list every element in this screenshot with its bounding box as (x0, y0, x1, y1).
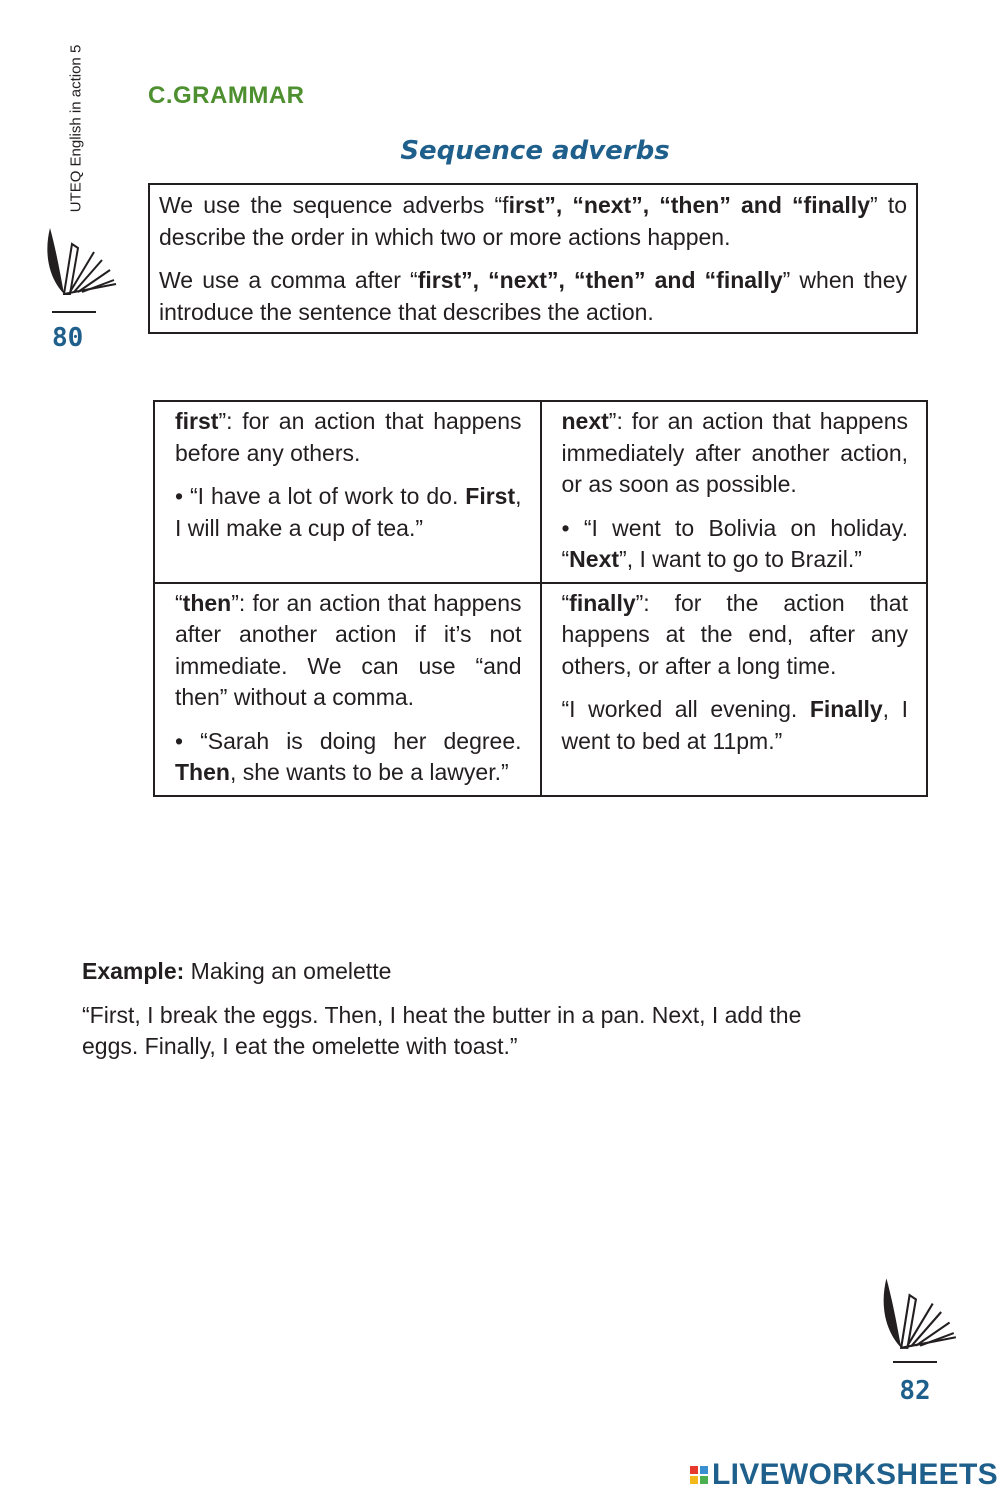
logo-square (700, 1476, 708, 1484)
liveworksheets-logo-icon (690, 1466, 708, 1484)
page-number-rule (52, 311, 96, 313)
adverb-cell-next (541, 401, 928, 583)
book-logo-icon (878, 1272, 958, 1352)
adverbs-table (153, 400, 928, 797)
adverb-cell-then (154, 583, 541, 796)
adverb-cell-finally (541, 583, 928, 796)
rule-paragraph: We use a comma after “first”, “next”, “then” and “finally” when they introduce the sentence that describes the action. (159, 267, 907, 325)
liveworksheets-brand[interactable] (690, 1458, 998, 1492)
page-number-bottom: 82 (899, 1376, 931, 1406)
logo-square (690, 1466, 698, 1474)
book-logo-icon (42, 222, 118, 298)
rule-paragraph: We use the sequence adverbs “first”, “next”, “then” and “finally” to describe the order in which two or more actions happen. (159, 192, 908, 250)
section-subheading: Sequence adverbs (400, 136, 670, 166)
adverb-cell-first (154, 401, 541, 583)
adverb-example: • “I have a lot of work to do. First, I will make a cup of tea.” (175, 483, 522, 541)
logo-square (690, 1476, 698, 1484)
adverb-example: • “I went to Bolivia on holiday. “Next”, I want to go to Brazil.” (561, 514, 908, 572)
adverb-definition: next”: for an action that happens immediately after another action, or as soon as possible. (561, 408, 908, 497)
book-title: UTEQ English in action 5 (67, 44, 85, 213)
example-block (82, 956, 862, 1075)
section-heading: C.GRAMMAR (148, 82, 305, 109)
adverb-definition: “finally”: for the action that happens at the end, after any others, or after a long time. (561, 589, 908, 679)
adverb-example: “I worked all evening. Finally, I went to bed at 11pm.” (561, 696, 908, 754)
rule-box (148, 183, 918, 334)
adverb-definition: “then”: for an action that happens after another action if it’s not immediate. We can use “and then” without a comma. (175, 589, 522, 710)
example-heading: Example: Making an omelette (82, 958, 392, 984)
page-number-top: 80 (52, 323, 84, 353)
example-text: “First, I break the eggs. Then, I heat the butter in a pan. Next, I add the eggs. Finally, I eat the omelette with toast.” (82, 1001, 802, 1059)
table-row (154, 401, 927, 583)
adverb-example: • “Sarah is doing her degree. Then, she wants to be a lawyer.” (175, 727, 522, 785)
logo-square (700, 1466, 708, 1474)
page-number-rule (893, 1361, 937, 1363)
adverb-definition: first”: for an action that happens before any others. (175, 408, 522, 466)
brand-name: LIVEWORKSHEETS (712, 1458, 998, 1491)
table-row (154, 583, 927, 796)
